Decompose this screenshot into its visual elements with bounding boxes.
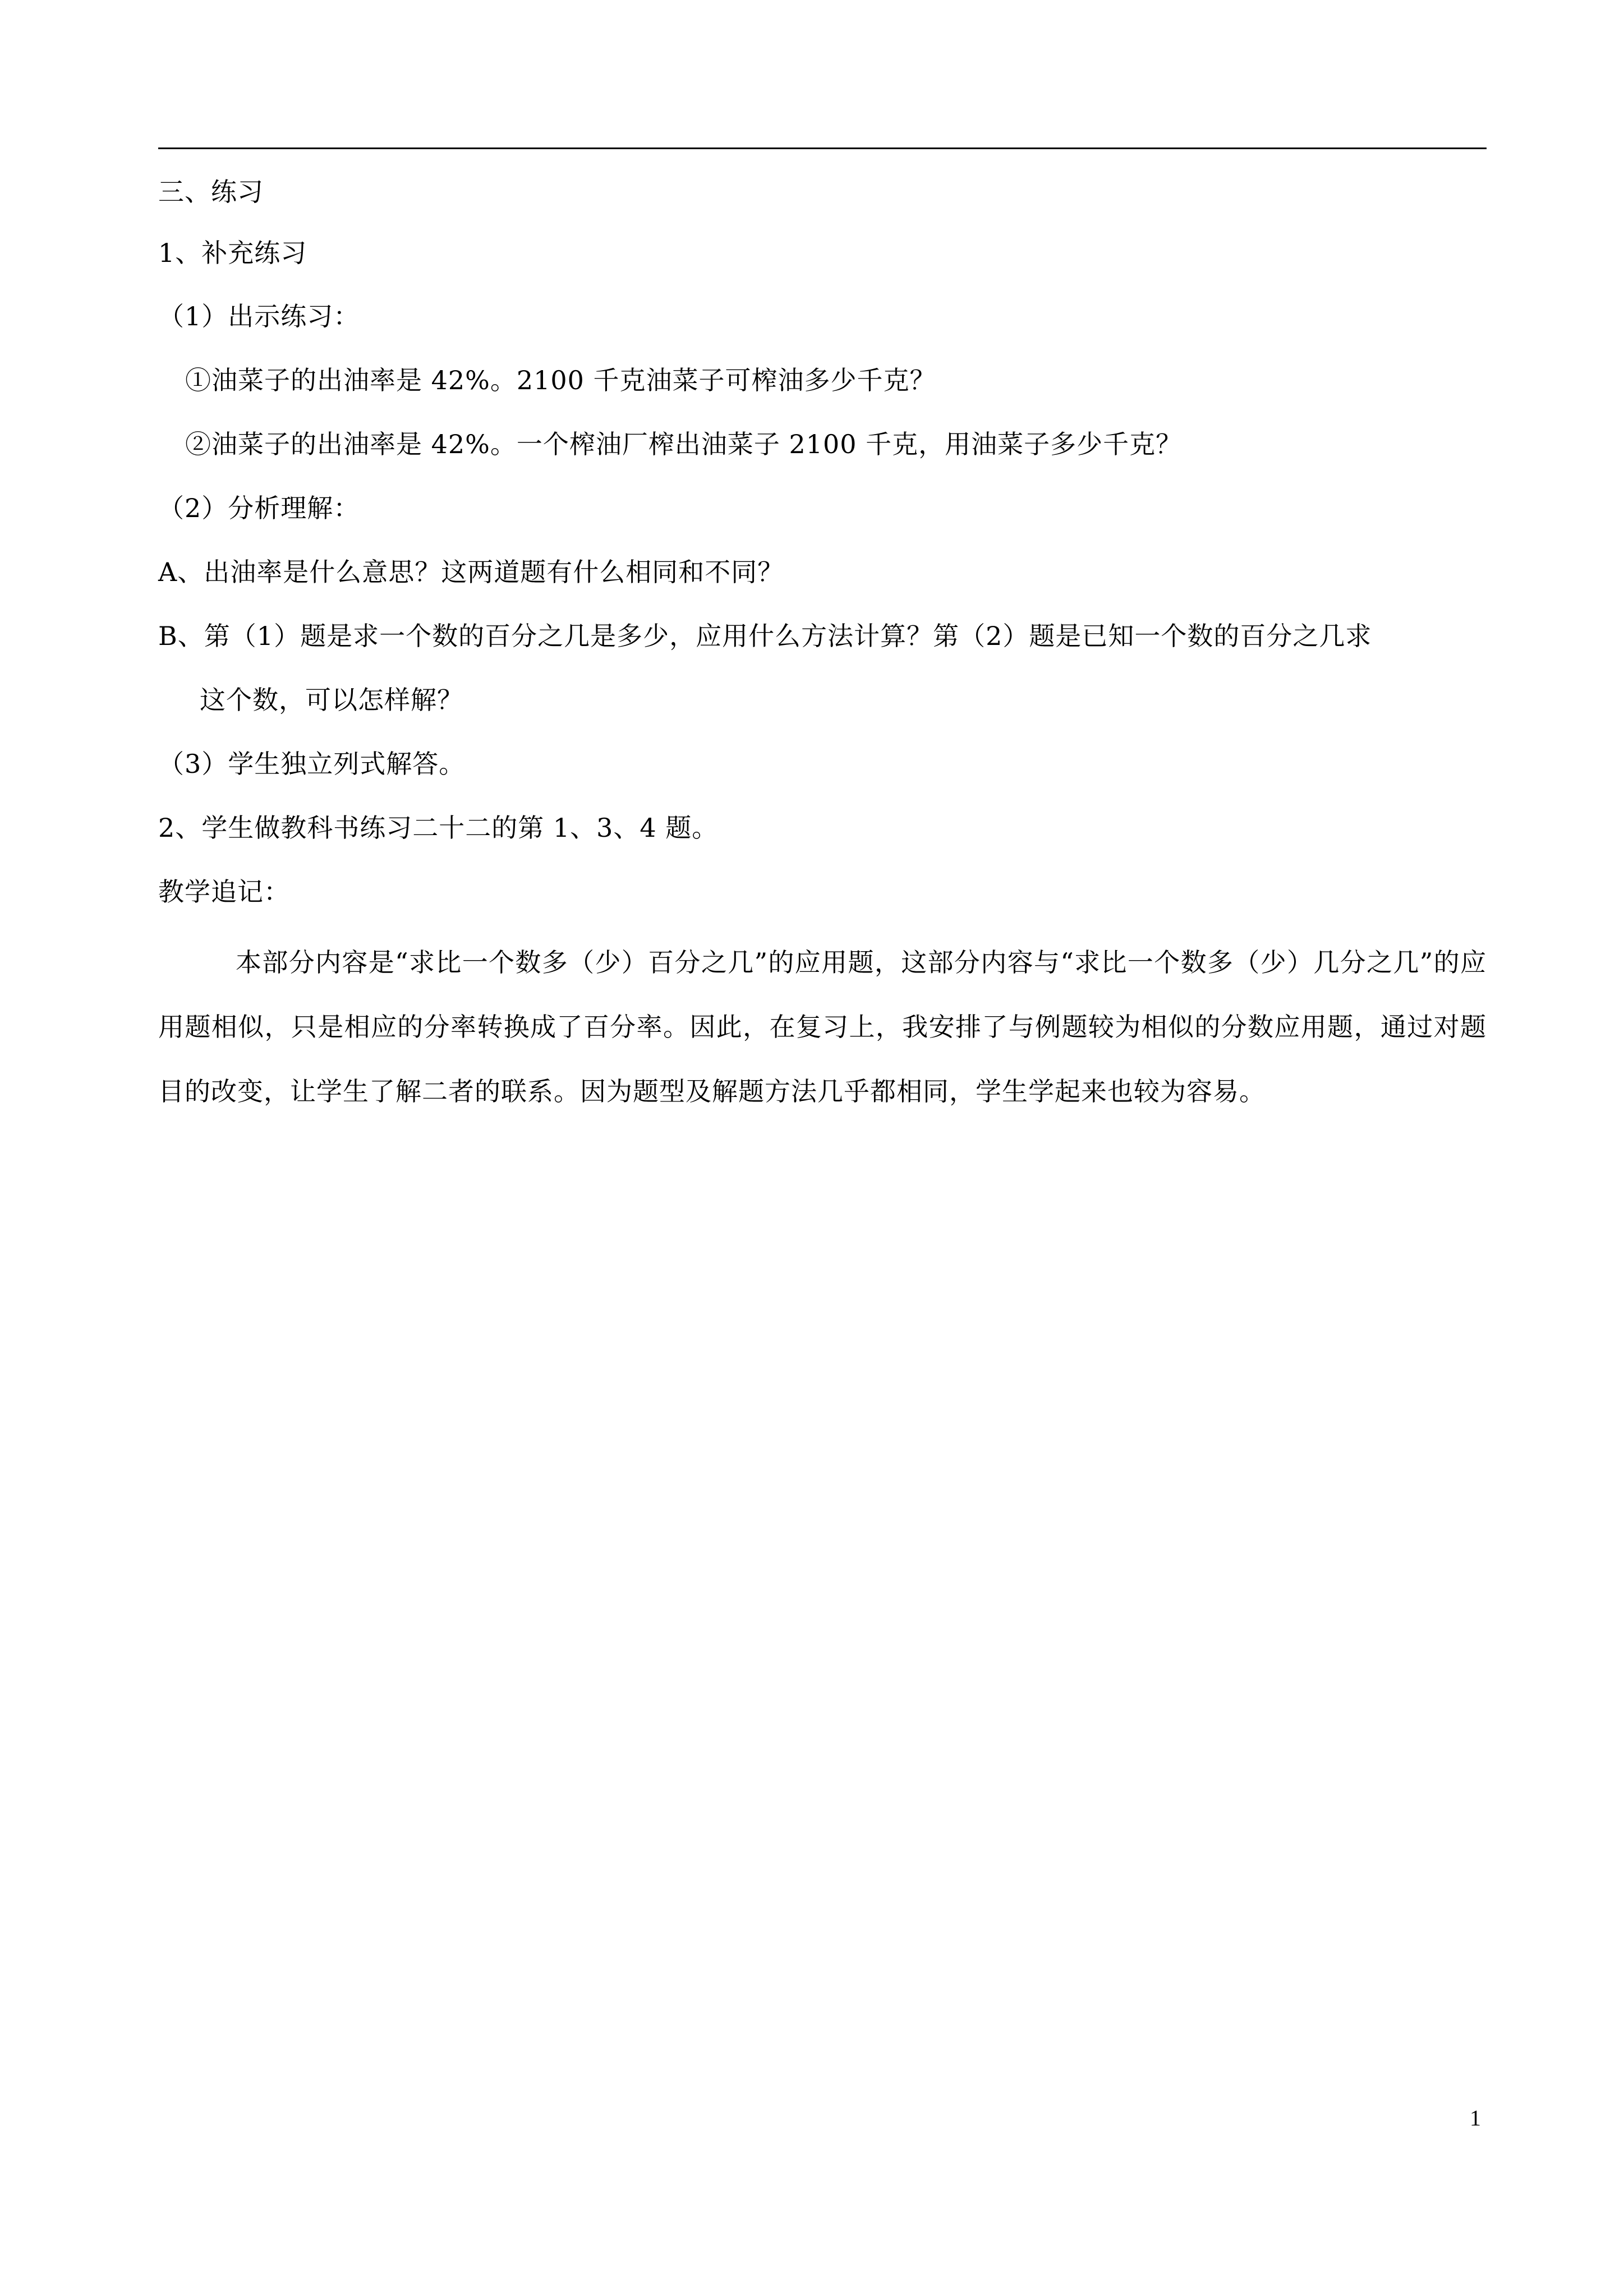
problem-2: ②油菜子的出油率是 42%。一个榨油厂榨出油菜子 2100 千克，用油菜子多少千克？	[185, 429, 1183, 459]
analysis-a: A、出油率是什么意思？这两道题有什么相同和不同？	[158, 557, 784, 587]
sub3-heading: （3）学生独立列式解答。	[158, 749, 466, 779]
item2-heading: 2、学生做教科书练习二十二的第 1、3、4 题。	[158, 813, 719, 843]
notes-paragraph: 本部分内容是“求比一个数多（少）百分之几”的应用题，这部分内容与“求比一个数多（少）几分之几”的应用题相似，只是相应的分率转换成了百分率。因此，在复习上，我安排了与例题较为相似的分数应用题，通过对题目的改变，让学生了解二者的联系。因为题型及解题方法几乎都相同，学生学起来也较为容易。	[158, 947, 1487, 1106]
item1-heading: 1、补充练习	[158, 238, 307, 268]
analysis-b-line2: 这个数，可以怎样解？	[200, 685, 463, 715]
analysis-b-line1: B、第（1）题是求一个数的百分之几是多少，应用什么方法计算？第（2）题是已知一个数的百分之几求	[158, 621, 1372, 651]
problem-1: ①油菜子的出油率是 42%。2100 千克油菜子可榨油多少千克？	[185, 365, 936, 395]
notes-heading: 教学追记：	[158, 877, 290, 907]
header-rule	[158, 147, 1487, 149]
sub2-heading: （2）分析理解：	[158, 493, 360, 523]
sub1-heading: （1）出示练习：	[158, 301, 360, 331]
section-heading: 三、练习	[158, 177, 264, 207]
page-number: 1	[1470, 2105, 1481, 2131]
